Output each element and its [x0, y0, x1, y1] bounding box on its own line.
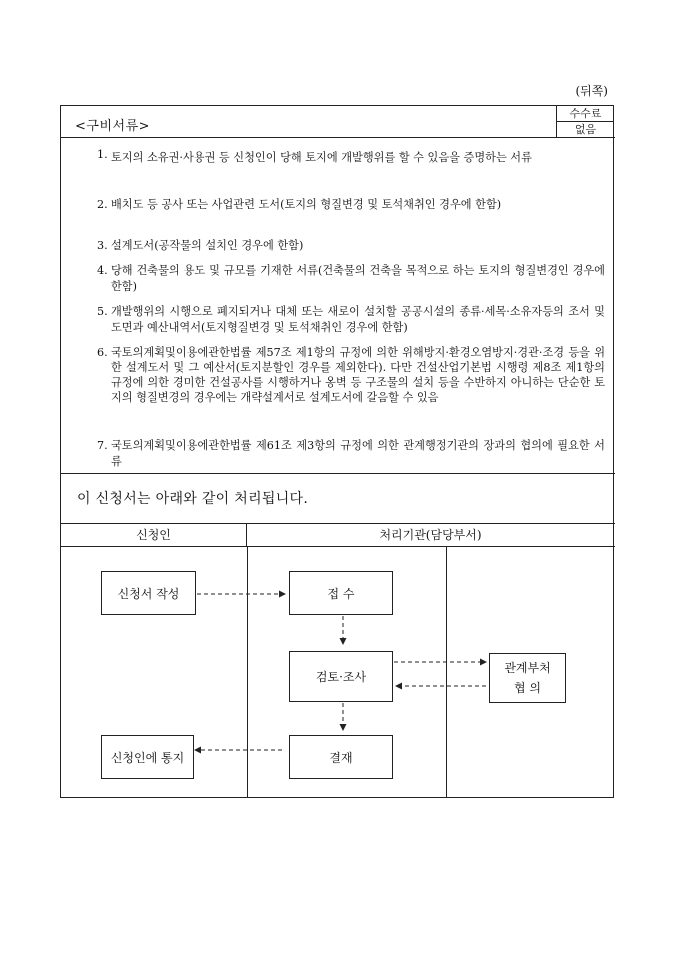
list-item: 2. 배치도 등 공사 또는 사업관련 도서(토지의 형질변경 및 토석채취인 경우에 한함) [97, 197, 605, 213]
doc-text: 배치도 등 공사 또는 사업관련 도서(토지의 형질변경 및 토석채취인 경우에 한함) [111, 198, 502, 211]
node-consult [489, 653, 566, 703]
node-consult-line1: 관계부처 [504, 661, 551, 675]
node-application: 신청서 작성 [101, 571, 196, 615]
node-review: 검토·조사 [289, 651, 393, 702]
required-docs-title: <구비서류> [75, 119, 151, 134]
fee-label: 수수료 [557, 106, 614, 122]
list-item: 1. 토지의 소유권·사용권 등 신청인이 당해 토지에 개발행위를 할 수 있음을 증명하는 서류 [97, 147, 603, 168]
process-statement: 이 신청서는 아래와 같이 처리됩니다. [77, 491, 309, 507]
list-item: 6. 국토의계획및이용에관한법률 제57조 제1항의 규정에 의한 위해방지·환경오염방지·경관·조경 등을 위한 설계도서 및 그 예산서(토지분할인 경우를 제외한다). 다만 건설산업기본법 시행령 제8조 제1항의 규정에 의한 경미한 건설공사를 시행하거나 옹벽 등 구조물의 설치 등을 수반하지 아니하는 단순한 토지의 형질변경의 경우에는 개략설계서로 설계도서에 갈음할 수 있음 [97, 346, 605, 404]
fee-value: 없음 [574, 123, 597, 136]
doc-text: 국토의계획및이용에관한법률 제57조 제1항의 규정에 의한 위해방지·환경오염방지·경관·조경 등을 위한 설계도서 및 그 예산서(토지분할인 경우를 제외한다). 다만 건설산업기본법 시행령 제8조 제1항의 규정에 의한 경미한 건설공사를 시행하거나 옹벽 등 구조물의 설치 등을 수반하지 아니하는 단순한 토지의 형질변경의 경우에는 개략설계서로 설계도서에 갈음할 수 있음 [111, 346, 605, 404]
node-consult-line2: 협 의 [514, 681, 541, 695]
list-item: 3. 설계도서(공작물의 설치인 경우에 한함) [97, 238, 605, 254]
doc-text: 국토의계획및이용에관한법률 제61조 제3항의 규정에 의한 관계행정기관의 장과의 협의에 필요한 서류 [111, 439, 605, 468]
doc-text: 개발행위의 시행으로 폐지되거나 대체 또는 새로이 설치할 공공시설의 종류·세목·소유자등의 조서 및 도면과 예산내역서(토지형질변경 및 토석채취인 경우에 한함) [111, 305, 605, 334]
list-item: 5. 개발행위의 시행으로 폐지되거나 대체 또는 새로이 설치할 공공시설의 종류·세목·소유자등의 조서 및 도면과 예산내역서(토지형질변경 및 토석채취인 경우에 한함) [97, 305, 605, 334]
node-notify: 신청인에 통지 [101, 735, 194, 779]
column-applicant: 신청인 [61, 524, 247, 546]
column-agency: 처리기관(담당부서) [379, 528, 482, 542]
doc-text: 당해 건축물의 용도 및 규모를 기재한 서류(건축물의 건축을 목적으로 하는 토지의 형질변경인 경우에 한함) [111, 264, 605, 293]
page-side-label: (뒤쪽) [575, 84, 608, 98]
form-frame [60, 105, 614, 798]
node-approval: 결재 [289, 735, 393, 779]
doc-text: 토지의 소유권·사용권 등 신청인이 당해 토지에 개발행위를 할 수 있음을 증명하는 서류 [111, 151, 532, 164]
list-item: 4. 당해 건축물의 용도 및 규모를 기재한 서류(건축물의 건축을 목적으로 하는 토지의 형질변경인 경우에 한함) [97, 264, 605, 293]
list-item: 7. 국토의계획및이용에관한법률 제61조 제3항의 규정에 의한 관계행정기관의 장과의 협의에 필요한 서류 [97, 439, 605, 468]
doc-text: 설계도서(공작물의 설치인 경우에 한함) [111, 239, 304, 252]
node-receipt: 접 수 [289, 571, 393, 615]
